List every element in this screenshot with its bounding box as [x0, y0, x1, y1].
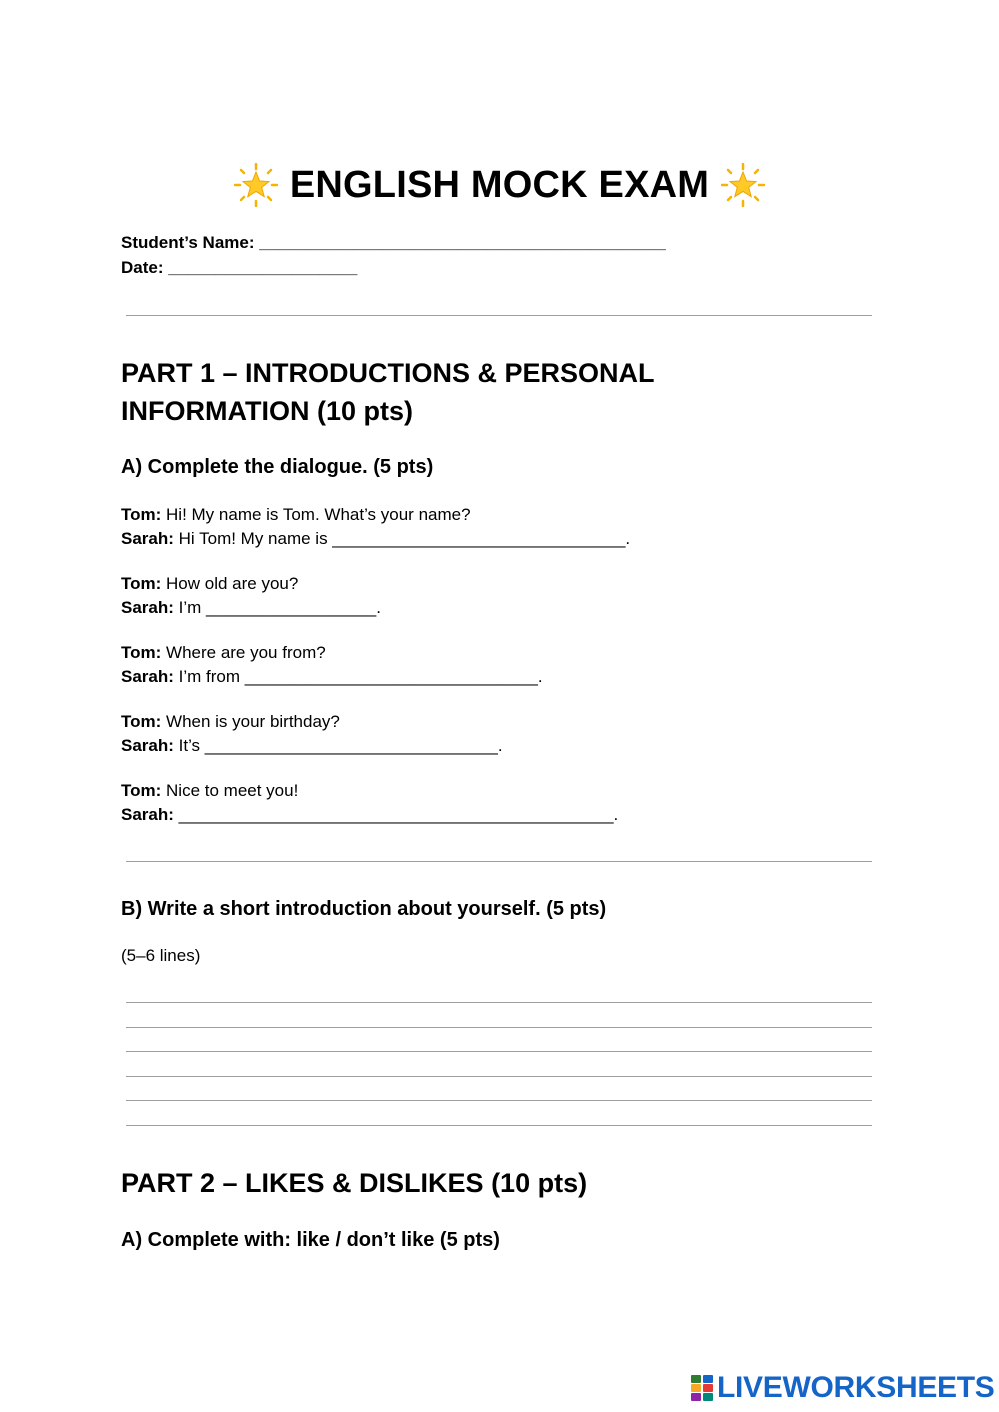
- liveworksheets-logo: [690, 1372, 995, 1404]
- dialogue-exchange: [121, 641, 543, 689]
- speaker-label: Tom:: [121, 505, 162, 524]
- speaker-label: Sarah:: [121, 736, 174, 755]
- exam-title: [0, 160, 999, 210]
- question-text: Hi! My name is Tom. What’s your name?: [161, 505, 471, 524]
- student-name-label: Student’s Name:: [121, 233, 255, 252]
- answer-blank[interactable]: It’s _______________________________.: [173, 736, 503, 755]
- part2-section-a-heading: A) Complete with: like / don’t like (5 pts): [121, 1229, 500, 1251]
- answer-blank[interactable]: I’m from _______________________________.: [173, 667, 543, 686]
- answer-blank[interactable]: ______________________________________________.: [173, 805, 619, 824]
- logo-text: LIVEWORKSHEETS: [717, 1371, 995, 1404]
- page-title: ENGLISH MOCK EXAM: [289, 163, 710, 206]
- divider: [126, 861, 872, 862]
- speaker-label: Tom:: [121, 781, 162, 800]
- answer-blank[interactable]: Hi Tom! My name is _______________________________.: [173, 529, 631, 548]
- dialogue-exchange: [121, 779, 618, 827]
- speaker-label: Tom:: [121, 574, 162, 593]
- dialogue-exchange: [121, 503, 630, 551]
- part2-heading: PART 2 – LIKES & DISLIKES (10 pts): [121, 1168, 588, 1198]
- part1-heading: PART 1 – INTRODUCTIONS & PERSONAL INFORMATION (10 pts): [121, 358, 655, 426]
- question-text: Nice to meet you!: [161, 781, 299, 800]
- logo-blocks-icon: [690, 1374, 714, 1402]
- question-text: When is your birthday?: [161, 712, 340, 731]
- date-blank[interactable]: ____________________: [168, 258, 358, 277]
- speaker-label: Tom:: [121, 712, 162, 731]
- writing-line[interactable]: [126, 1027, 872, 1028]
- question-text: How old are you?: [161, 574, 299, 593]
- star-icon: [234, 163, 278, 207]
- dialogue-exchange: [121, 572, 381, 620]
- writing-line[interactable]: [126, 1125, 872, 1126]
- dialogue-exchange: [121, 710, 503, 758]
- speaker-label: Sarah:: [121, 598, 174, 617]
- writing-line[interactable]: [126, 1051, 872, 1052]
- question-text: Where are you from?: [161, 643, 326, 662]
- star-icon: [721, 163, 765, 207]
- date-label: Date:: [121, 258, 164, 277]
- speaker-label: Tom:: [121, 643, 162, 662]
- speaker-label: Sarah:: [121, 805, 174, 824]
- writing-line[interactable]: [126, 1002, 872, 1003]
- part1-section-a-heading: A) Complete the dialogue. (5 pts): [121, 456, 434, 478]
- line-count-note: (5–6 lines): [121, 946, 201, 965]
- writing-line[interactable]: [126, 1076, 872, 1077]
- part1-section-b-heading: B) Write a short introduction about yourself. (5 pts): [121, 898, 607, 920]
- student-name-blank[interactable]: ___________________________________________: [259, 233, 666, 252]
- answer-blank[interactable]: I’m __________________.: [173, 598, 381, 617]
- divider: [126, 315, 872, 316]
- speaker-label: Sarah:: [121, 529, 174, 548]
- student-name-field[interactable]: [121, 233, 666, 253]
- date-field[interactable]: [121, 258, 357, 278]
- speaker-label: Sarah:: [121, 667, 174, 686]
- writing-line[interactable]: [126, 1100, 872, 1101]
